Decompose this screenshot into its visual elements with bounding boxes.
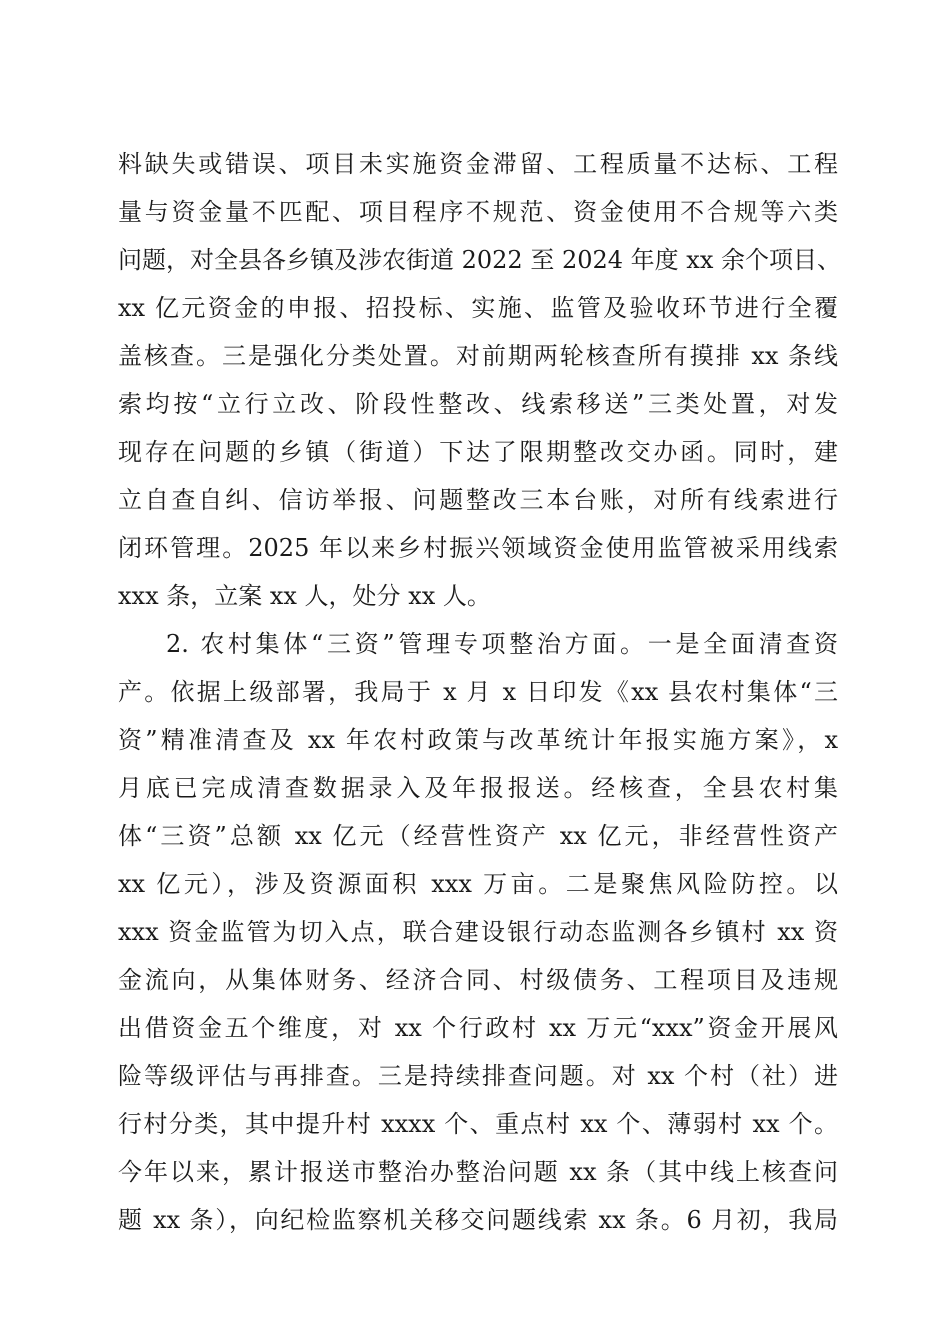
paragraph-heading-line: 2. 农村集体“三资”管理专项整治方面。一是全面清查资 [166, 630, 838, 658]
text-line: 资”精准清查及 xx 年农村政策与改革统计年报实施方案》，x [118, 726, 838, 754]
body-text [118, 140, 841, 1244]
text-line: 体“三资”总额 xx 亿元（经营性资产 xx 亿元，非经营性资产 [118, 822, 838, 850]
text-line: 今年以来，累计报送市整治办整治问题 xx 条（其中线上核查问 [118, 1158, 838, 1186]
text-line: 题 xx 条），向纪检监察机关移交问题线索 xx 条。6 月初，我局 [118, 1206, 838, 1234]
text-line: xx 亿元资金的申报、招投标、实施、监管及验收环节进行全覆 [118, 294, 838, 322]
text-line: 闭环管理。2025 年以来乡村振兴领域资金使用监管被采用线索 [118, 534, 838, 562]
text-line: 产。依据上级部署，我局于 x 月 x 日印发《xx 县农村集体“三 [118, 678, 838, 706]
text-line: xxx 资金监管为切入点，联合建设银行动态监测各乡镇村 xx 资 [118, 918, 838, 946]
text-line: 月底已完成清查数据录入及年报报送。经核查，全县农村集 [118, 774, 838, 802]
text-line: 量与资金量不匹配、项目程序不规范、资金使用不合规等六类 [118, 198, 838, 226]
text-line: 索均按“立行立改、阶段性整改、线索移送”三类处置，对发 [118, 390, 838, 418]
text-line: 险等级评估与再排查。三是持续排查问题。对 xx 个村（社）进 [118, 1062, 838, 1090]
paragraph-end-line: xxx 条，立案 xx 人，处分 xx 人。 [118, 582, 491, 610]
text-line: 盖核查。三是强化分类处置。对前期两轮核查所有摸排 xx 条线 [118, 342, 838, 370]
text-line: 行村分类，其中提升村 xxxx 个、重点村 xx 个、薄弱村 xx 个。 [118, 1110, 838, 1138]
text-line: xx 亿元），涉及资源面积 xxx 万亩。二是聚焦风险防控。以 [118, 870, 838, 898]
text-line: 现存在问题的乡镇（街道）下达了限期整改交办函。同时，建 [118, 438, 838, 466]
text-line: 立自查自纠、信访举报、问题整改三本台账，对所有线索进行 [118, 486, 838, 514]
text-line: 问题，对全县各乡镇及涉农街道 2022 至 2024 年度 xx 余个项目、 [118, 246, 841, 274]
text-line: 料缺失或错误、项目未实施资金滞留、工程质量不达标、工程 [118, 150, 838, 178]
text-line: 金流向，从集体财务、经济合同、村级债务、工程项目及违规 [118, 966, 838, 994]
text-line: 出借资金五个维度，对 xx 个行政村 xx 万元“xxx”资金开展风 [118, 1014, 838, 1042]
